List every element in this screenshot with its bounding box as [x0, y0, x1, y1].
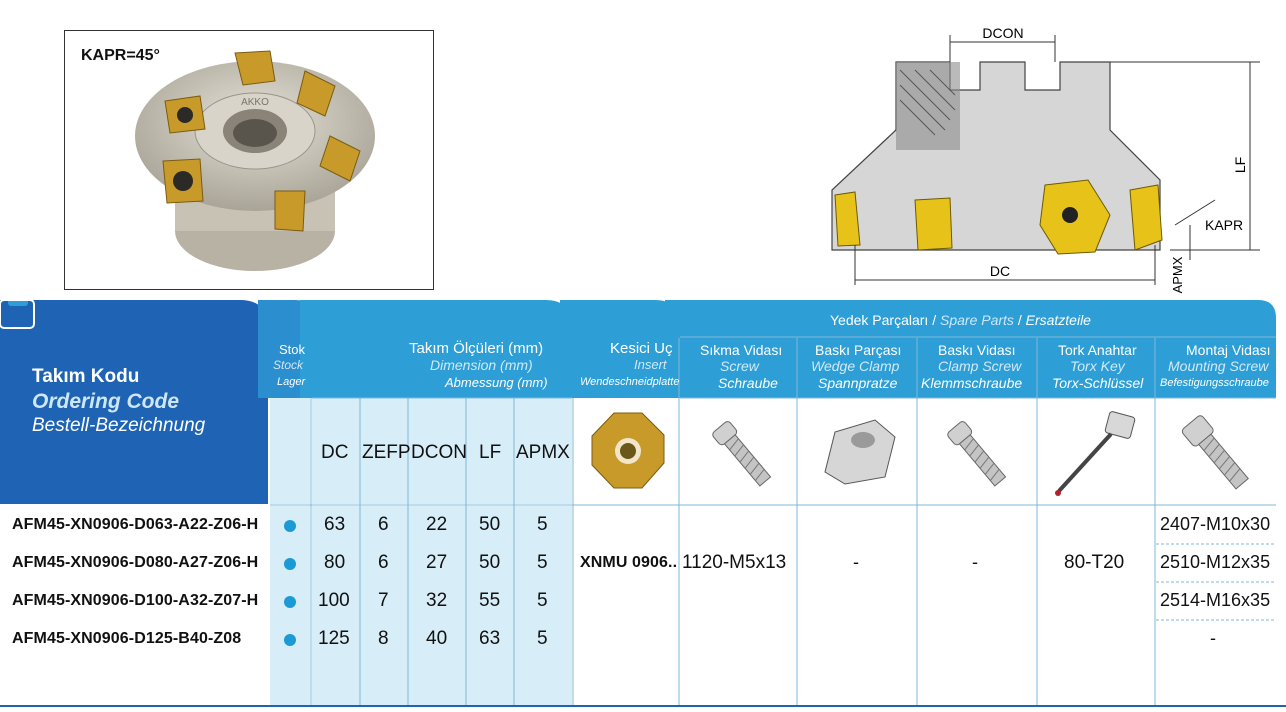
- torx-key-picture: [1045, 406, 1145, 500]
- mount-cell: -: [1210, 628, 1216, 648]
- lf-cell: 50: [479, 514, 501, 535]
- stock-dot: [284, 596, 296, 608]
- zefp-cell: 6: [378, 514, 389, 535]
- stock-en: Stock: [273, 358, 304, 372]
- torx-de: Torx-Schlüssel: [1052, 375, 1144, 391]
- stock-dot: [284, 520, 296, 532]
- product-photo-box: [64, 30, 434, 290]
- stock-de: Lager: [277, 376, 306, 388]
- clamp-de: Klemmschraube: [921, 375, 1023, 391]
- col-dc: DC: [321, 442, 349, 463]
- zefp-cell: 7: [378, 590, 389, 611]
- insert-picture: [584, 408, 670, 494]
- product-table: [0, 300, 1286, 712]
- zefp-cell: 6: [378, 552, 389, 573]
- wedge-tr: Baskı Parçası: [815, 342, 902, 358]
- dcon-cell: 27: [426, 552, 448, 573]
- wedge-de: Spannpratze: [818, 375, 898, 391]
- dimension-de: Abmessung (mm): [445, 375, 548, 390]
- dimension-tr: Takım Ölçüleri (mm): [409, 340, 544, 357]
- insert-tr: Kesici Uç: [610, 340, 673, 357]
- stock-dot: [284, 634, 296, 646]
- lf-cell: 63: [479, 628, 501, 649]
- insert-en: Insert: [634, 357, 667, 372]
- wedge-clamp-picture: [815, 412, 905, 492]
- ordering-code-en: Ordering Code: [32, 390, 180, 413]
- mounting-screw-picture: [1170, 408, 1260, 498]
- clamp-en: Clamp Screw: [938, 358, 1022, 374]
- dc-cell: 63: [324, 514, 346, 535]
- mount-cell: 2514-M16x35: [1160, 590, 1271, 610]
- lf-cell: 55: [479, 590, 501, 611]
- clamp-screw-picture: [935, 410, 1015, 496]
- lf-label: LF: [1232, 156, 1248, 174]
- zefp-cell: 8: [378, 628, 389, 649]
- mount-cell: 2510-M12x35: [1160, 552, 1271, 572]
- wedge-cell: -: [853, 552, 859, 572]
- torx-en: Torx Key: [1070, 358, 1125, 374]
- screw-cell: 1120-M5x13: [682, 552, 787, 573]
- mount-tr: Montaj Vidası: [1186, 342, 1271, 358]
- wedge-en: Wedge Clamp: [811, 358, 900, 374]
- mount-en: Mounting Screw: [1168, 358, 1269, 374]
- ordering-code-cell: AFM45-XN0906-D125-B40-Z08: [12, 630, 242, 647]
- stock-tr: Stok: [279, 342, 306, 357]
- technical-drawing: [820, 20, 1280, 300]
- apmx-cell: 5: [537, 514, 548, 535]
- dimension-en: Dimension (mm): [430, 357, 533, 373]
- ordering-code-cell: AFM45-XN0906-D100-A32-Z07-H: [12, 592, 259, 609]
- dc-cell: 80: [324, 552, 346, 573]
- col-dcon: DCON: [411, 442, 467, 463]
- apmx-cell: 5: [537, 590, 548, 611]
- clamp-tr: Baskı Vidası: [938, 342, 1016, 358]
- torx-cell: 80-T20: [1064, 552, 1125, 573]
- lf-cell: 50: [479, 552, 501, 573]
- stock-dot: [284, 558, 296, 570]
- ordering-code-tr: Takım Kodu: [32, 366, 140, 387]
- col-zefp: ZEFP: [362, 442, 411, 463]
- milling-cutter-photo: [105, 41, 405, 281]
- col-lf: LF: [479, 442, 502, 463]
- kapr-label: KAPR: [1205, 217, 1244, 233]
- insert-cell: XNMU 0906..: [580, 554, 678, 571]
- ordering-code-cell: AFM45-XN0906-D080-A27-Z06-H: [12, 554, 259, 571]
- insert-de: Wendeschneidplatte: [580, 376, 680, 388]
- dc-label: DC: [989, 263, 1011, 279]
- col-apmx: APMX: [516, 442, 570, 463]
- mount-cell: 2407-M10x30: [1160, 514, 1271, 534]
- apmx-cell: 5: [537, 628, 548, 649]
- ordering-code-cell: AFM45-XN0906-D063-A22-Z06-H: [12, 516, 259, 533]
- screw-tr: Sıkma Vidası: [700, 342, 783, 358]
- ordering-code-de: Bestell-Bezeichnung: [32, 415, 206, 436]
- screw-en: Screw: [720, 358, 759, 374]
- apmx-cell: 5: [537, 552, 548, 573]
- spare-parts-title: Yedek Parçaları / Spare Parts / Ersatzteile: [830, 312, 1091, 328]
- screw-de: Schraube: [718, 375, 778, 391]
- dcon-label: DCON: [982, 25, 1024, 41]
- dc-cell: 125: [318, 628, 350, 649]
- screw-picture: [700, 410, 780, 496]
- kapr-angle-label: KAPR=45°: [81, 47, 160, 64]
- mount-de: Befestigungsschraube: [1160, 377, 1269, 389]
- clamp-cell: -: [972, 552, 978, 572]
- torx-tr: Tork Anahtar: [1058, 342, 1137, 358]
- dcon-cell: 40: [426, 628, 448, 649]
- apmx-label: APMX: [1170, 256, 1185, 294]
- dcon-cell: 22: [426, 514, 448, 535]
- dcon-cell: 32: [426, 590, 448, 611]
- engraving-text: AKKO: [241, 97, 269, 108]
- dc-cell: 100: [318, 590, 350, 611]
